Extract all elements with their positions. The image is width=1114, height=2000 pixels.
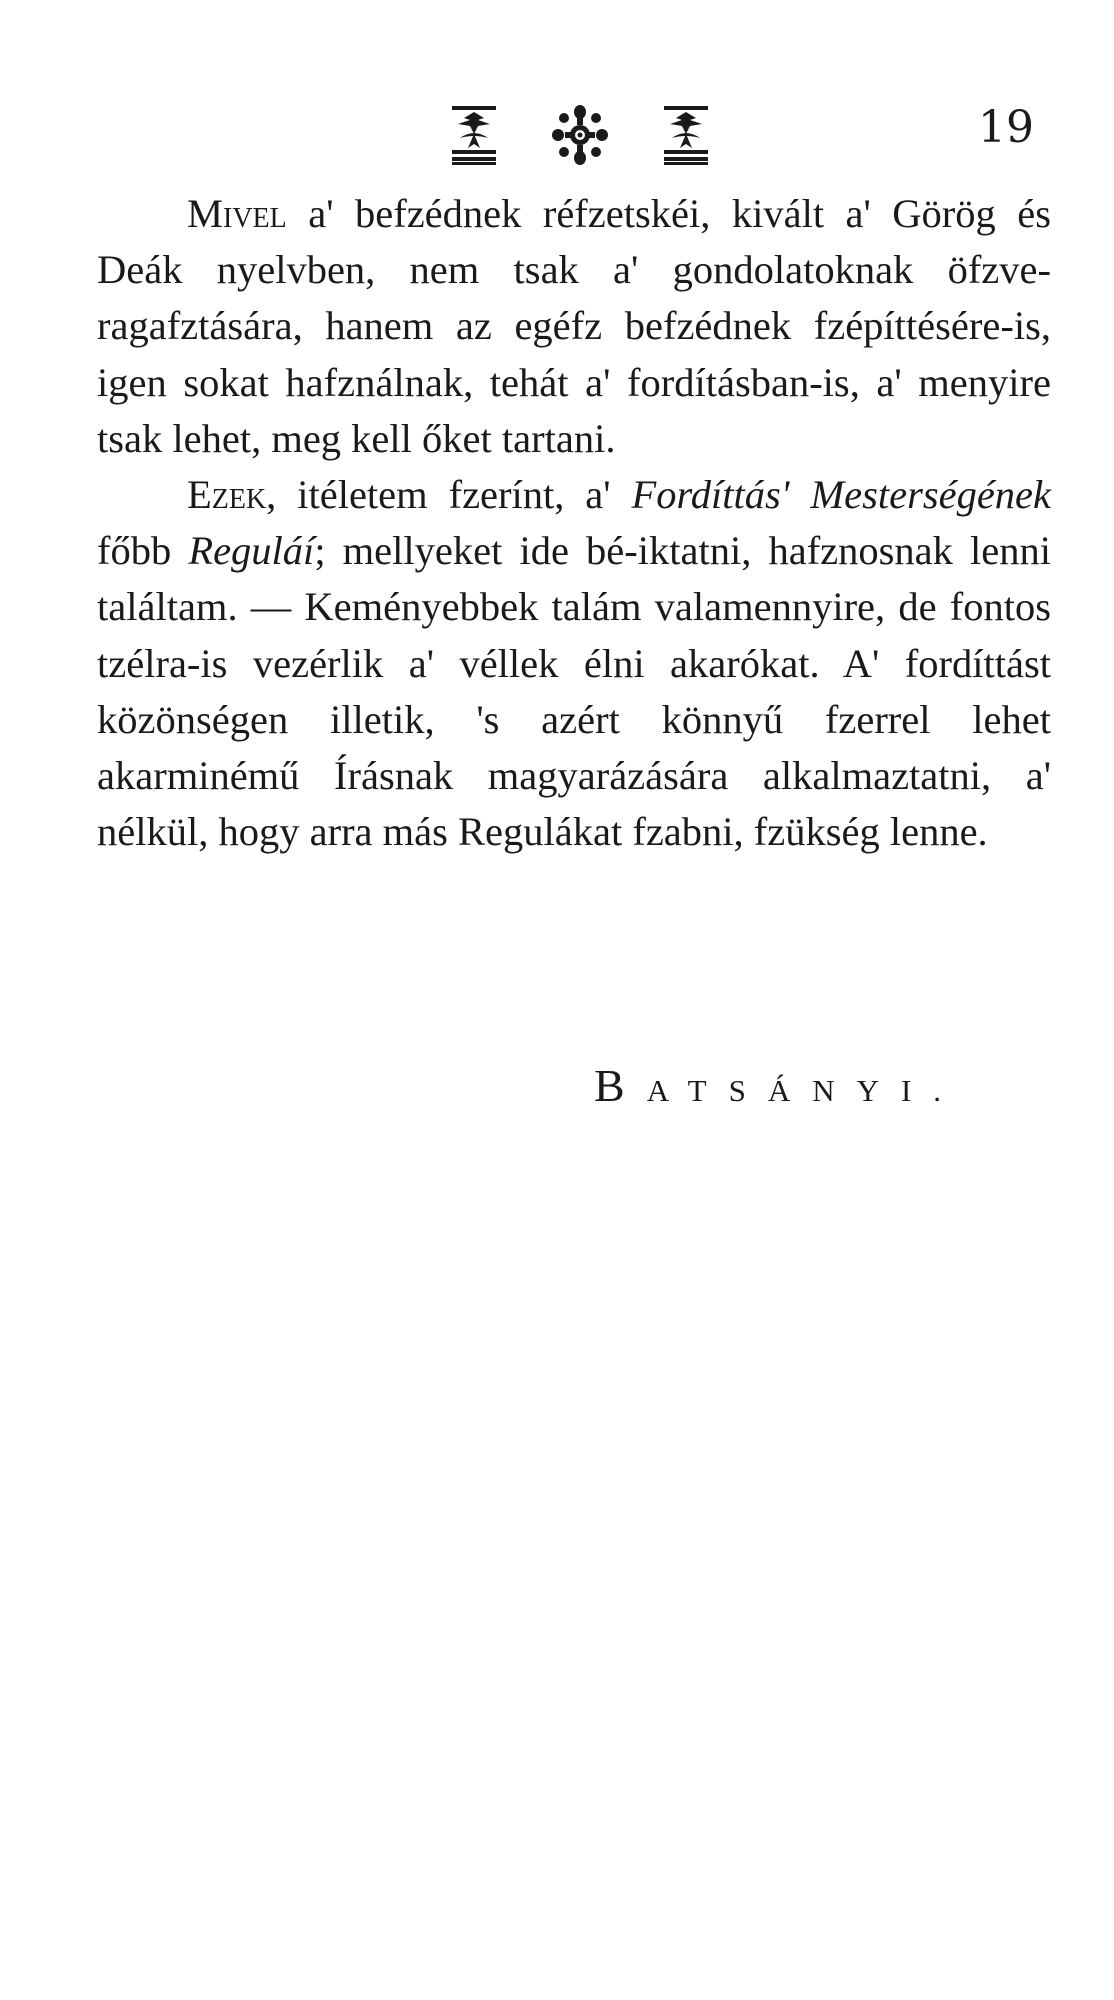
paragraph-lead: Mivel	[187, 191, 287, 236]
page-number: 19	[978, 102, 1034, 153]
italic-title: Fordíttás' Mesterségének	[631, 472, 1051, 518]
page-header	[0, 100, 1114, 180]
header-ornaments	[450, 100, 710, 170]
paragraph-text: a' befzédnek réfzetskéi, kivált a' Görög és Deák nyelvben, nem tsak a' gondolatoknak öfzve-ragafztására, hanem az egéfz befzédnek fzépíttésére-is, igen sokat hafználnak, tehát a' fordításban-is, a' menyire tsak lehet, meg kell őket tartani.	[97, 191, 1051, 461]
signature-rest: ATSÁNYI.	[646, 1073, 964, 1108]
author-signature	[594, 1060, 964, 1111]
body-text	[97, 186, 1051, 860]
paragraph-text: főbb	[97, 528, 189, 574]
rosette-ornament-icon	[552, 104, 608, 166]
italic-term: Reguláí	[188, 528, 315, 574]
paragraph	[97, 186, 1051, 467]
paragraph-text: ; mellyeket ide bé-iktatni, hafznosnak lenni találtam. — Keményebbek talám valamennyire, de fontos tzélra-is vezérlik a' véllek élni akarókat. A' fordíttást közönségen illetik, 's azért könnyű fzerrel lehet akarminémű Írásnak magyarázására alkalmaztatni, a' nélkül, hogy arra más Regulákat fzabni, fzükség lenne.	[97, 528, 1051, 855]
paragraph-text: , itéletem fzerínt, a'	[266, 472, 632, 518]
flower-ornament-icon	[662, 104, 710, 166]
flower-ornament-icon	[450, 104, 498, 166]
paragraph-lead: Ezek	[187, 472, 267, 518]
paragraph	[97, 467, 1051, 860]
signature-initial: B	[594, 1060, 647, 1111]
